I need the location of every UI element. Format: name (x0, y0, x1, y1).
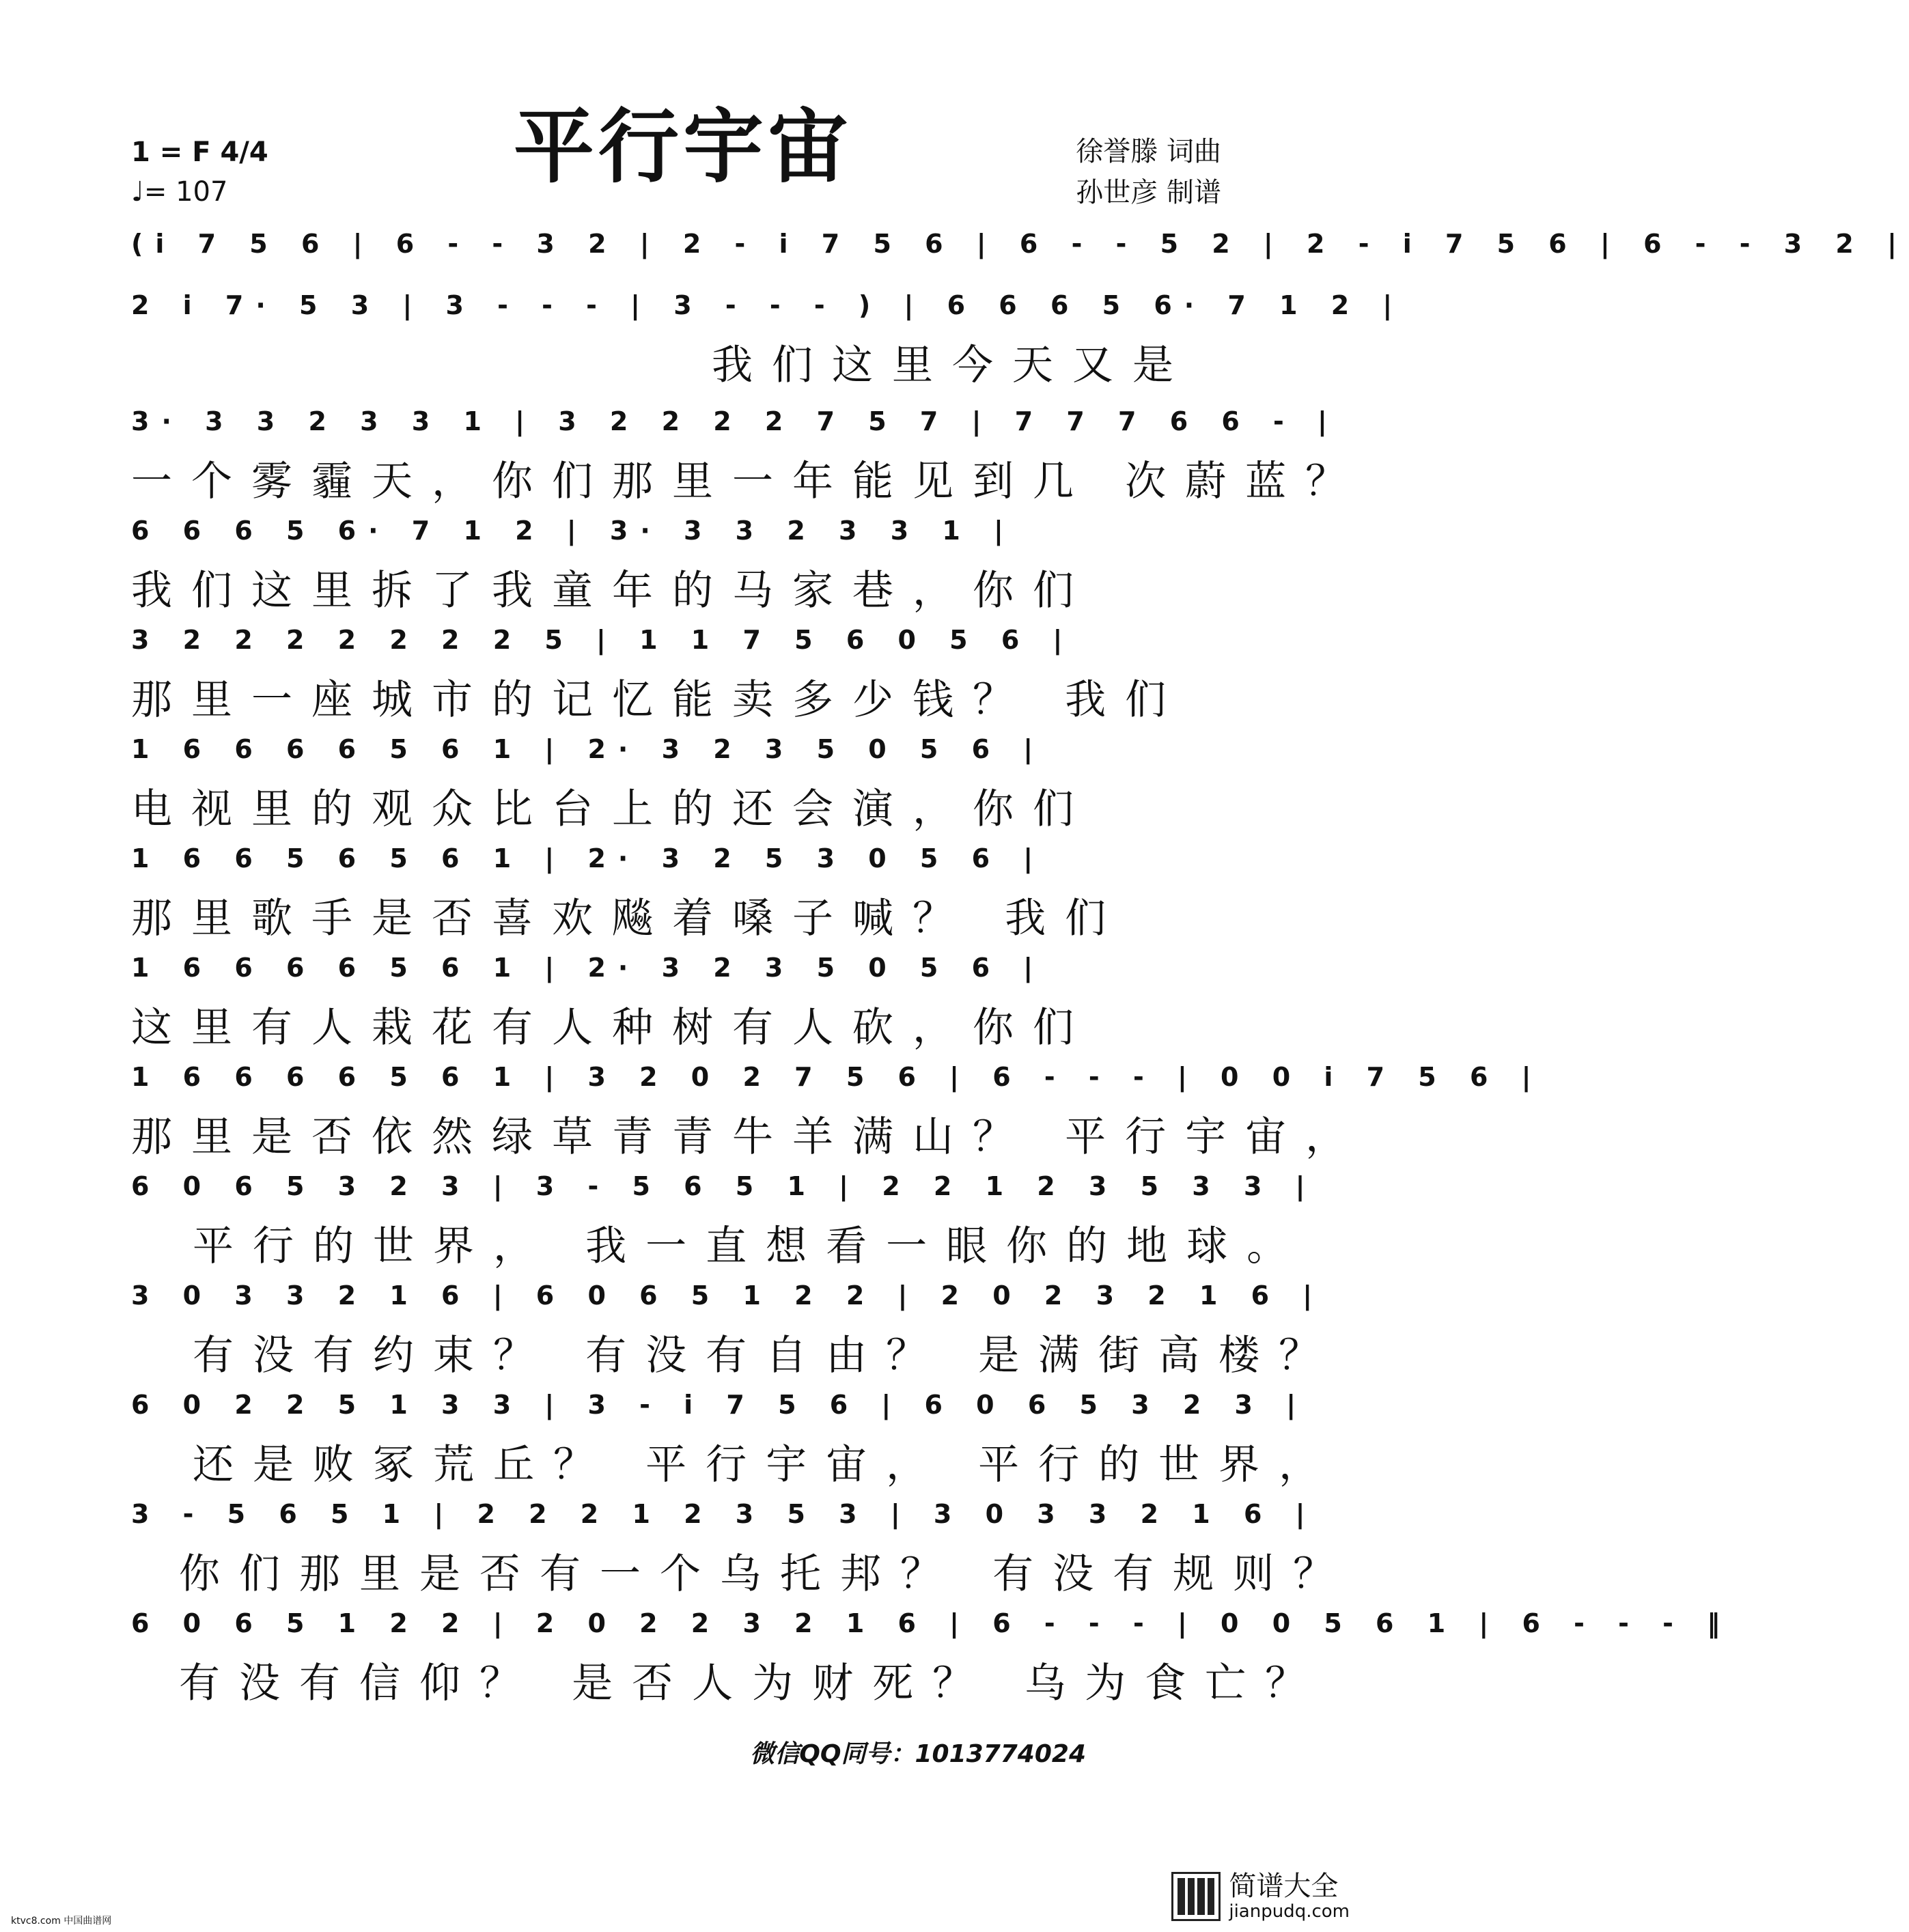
staff-line-6 (131, 734, 1238, 833)
staff-line-3 (131, 406, 1366, 505)
staff-line-14 (131, 1608, 1733, 1707)
notes-row: 3 2 2 2 2 2 2 2 5 | 1 1 7 5 6 0 5 6 | (131, 625, 1238, 666)
credit-lyrics: 徐誉滕 词曲 (1076, 136, 1221, 167)
lyrics-row: 那里一座城市的记忆能卖多少钱？ 我们 (131, 676, 1186, 724)
lyrics-row: 那里是否依然绿草青青牛羊满山？ 平行宇宙， (131, 1113, 1366, 1161)
key-signature: 1 = F 4/4 (131, 137, 268, 168)
notes-row: (i 7 5 6 | 6 - - 3 2 | 2 - i 7 5 6 | 6 - - 5 2 | 2 - i 7 5 6 | 6 - - 3 2 | (131, 229, 1238, 270)
staff-line-12 (131, 1390, 1339, 1489)
lyrics-row: 你们那里是否有一个乌托邦？ 有没有规则？ (179, 1550, 1354, 1598)
lyrics-row: 电视里的观众比台上的还会演，你们 (131, 785, 1093, 833)
lyrics-row: 我们这里今天又是 (712, 341, 1193, 389)
staff-line-4 (131, 516, 1238, 615)
notes-row: 6 6 6 5 6· 7 1 2 | 3· 3 3 2 3 3 1 | (131, 516, 1238, 557)
staff-line-1 (131, 229, 1909, 283)
notes-row: 2 i 7· 5 3 | 3 - - - | 3 - - - ) | 6 6 6 5 6· 7 1 2 | (131, 290, 1238, 331)
lyrics-row: 这里有人栽花有人种树有人砍，你们 (131, 1004, 1093, 1052)
page-title: 平行宇宙 (513, 100, 852, 194)
lyrics-row: 有没有约束？ 有没有自由？ 是满街高楼？ (193, 1332, 1339, 1380)
notes-row: 6 0 6 5 1 2 2 | 2 0 2 2 3 2 1 6 | 6 - - - | 0 0 5 6 1 | 6 - - - ‖ (131, 1608, 1238, 1649)
staff-line-11 (131, 1280, 1339, 1380)
lyrics-row: 还是败冢荒丘？ 平行宇宙， 平行的世界， (193, 1441, 1339, 1489)
notes-row: 6 0 6 5 3 2 3 | 3 - 5 6 5 1 | 2 2 1 2 3 5 3 3 | (131, 1171, 1238, 1212)
footer-watermark: ktvc8.com 中国曲谱网 (11, 1916, 112, 1927)
contact-info: 微信QQ同号：1013774024 (750, 1740, 1086, 1768)
notes-row: 1 6 6 5 6 5 6 1 | 2· 3 2 5 3 0 5 6 | (131, 843, 1238, 884)
staff-line-10 (131, 1171, 1318, 1270)
logo-url: jianpudq.com (1229, 1901, 1350, 1922)
staff-line-5 (131, 625, 1238, 724)
piano-logo-icon (1171, 1872, 1221, 1921)
notes-row: 3· 3 3 2 3 3 1 | 3 2 2 2 2 7 5 7 | 7 7 7 6 6 - | (131, 406, 1238, 447)
lyrics-row: 那里歌手是否喜欢飚着嗓子喊？ 我们 (131, 895, 1126, 942)
staff-line-2 (131, 290, 1405, 389)
logo-name: 简谱大全 (1229, 1871, 1339, 1902)
tempo-marking: ♩= 107 (131, 176, 228, 208)
notes-row: 6 0 2 2 5 1 3 3 | 3 - i 7 5 6 | 6 0 6 5 3 2 3 | (131, 1390, 1238, 1431)
lyrics-row: 我们这里拆了我童年的马家巷，你们 (131, 567, 1093, 615)
notes-row: 1 6 6 6 6 5 6 1 | 2· 3 2 3 5 0 5 6 | (131, 953, 1238, 994)
notes-row: 3 - 5 6 5 1 | 2 2 2 1 2 3 5 3 | 3 0 3 3 2 1 6 | (131, 1499, 1238, 1540)
lyrics-row: 一个雾霾天，你们那里一年能见到几 次蔚蓝？ (131, 458, 1366, 505)
staff-line-7 (131, 843, 1238, 942)
staff-line-8 (131, 953, 1238, 1052)
notes-row: 1 6 6 6 6 5 6 1 | 3 2 0 2 7 5 6 | 6 - - - | 0 0 i 7 5 6 | (131, 1062, 1238, 1103)
lyrics-row: 平行的世界， 我一直想看一眼你的地球。 (193, 1222, 1307, 1270)
lyrics-row: 有没有信仰？ 是否人为财死？ 乌为食亡？ (179, 1660, 1326, 1707)
notes-row: 1 6 6 6 6 5 6 1 | 2· 3 2 3 5 0 5 6 | (131, 734, 1238, 775)
notes-row: 3 0 3 3 2 1 6 | 6 0 6 5 1 2 2 | 2 0 2 3 2 1 6 | (131, 1280, 1238, 1321)
staff-line-9 (131, 1062, 1544, 1161)
staff-line-13 (131, 1499, 1354, 1598)
site-logo (1171, 1871, 1350, 1922)
credit-score: 孙世彦 制谱 (1076, 177, 1221, 208)
